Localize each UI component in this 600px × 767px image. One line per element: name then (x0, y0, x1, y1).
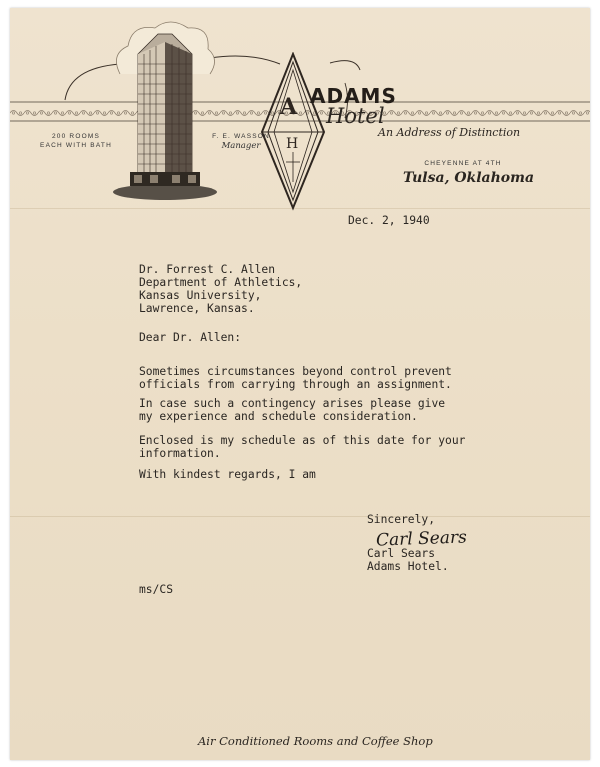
body-line: my experience and schedule consideration. (139, 410, 418, 423)
footer-text: Air Conditioned Rooms and Coffee Shop (198, 734, 433, 748)
body-paragraph (139, 434, 465, 460)
body-line: Sometimes circumstances beyond control prevent (139, 365, 452, 378)
signer-org: Adams Hotel. (367, 560, 449, 573)
body-paragraph (139, 397, 445, 423)
manager-title: Manager (221, 141, 261, 151)
rooms-line-2: EACH WITH BATH (40, 142, 112, 149)
body-line: In case such a contingency arises please give (139, 397, 446, 410)
body-line: Enclosed is my schedule as of this date for your (139, 434, 466, 447)
typist-initials: ms/CS (139, 583, 174, 596)
recipient-address (139, 263, 302, 315)
rooms-info (26, 132, 126, 150)
body-paragraph (139, 365, 452, 391)
monogram-letter-top: A (280, 94, 298, 120)
hotel-building-illustration (110, 14, 220, 204)
body-paragraph (139, 468, 316, 481)
recipient-line: Dr. Forrest C. Allen (139, 263, 276, 276)
signer-block (367, 547, 449, 573)
body-line: officials from carrying through an assignment. (139, 378, 452, 391)
recipient-line: Kansas University, (139, 289, 262, 302)
monogram-letter-bottom: H (286, 136, 299, 152)
hotel-tagline: An Address of Distinction (378, 126, 521, 139)
closing: Sincerely, (367, 513, 436, 526)
manager-name: F. E. WASSON (212, 133, 270, 140)
body-line: information. (139, 447, 221, 460)
signer-name: Carl Sears (367, 547, 436, 560)
salutation: Dear Dr. Allen: (139, 331, 242, 344)
letter-page (10, 8, 590, 760)
recipient-line: Lawrence, Kansas. (139, 302, 255, 315)
recipient-line: Department of Athletics, (139, 276, 303, 289)
handwritten-signature: Carl Sears (375, 527, 468, 551)
body-line: With kindest regards, I am (139, 468, 316, 481)
rooms-line-1: 200 ROOMS (51, 133, 100, 140)
letter-date: Dec. 2, 1940 (348, 214, 430, 227)
hotel-name-bottom: Hotel (326, 104, 385, 128)
manager-info (206, 132, 276, 152)
city-state: Tulsa, Oklahoma (403, 170, 535, 186)
street-address: CHEYENNE AT 4TH (424, 160, 502, 167)
hotel-name-top: ADAMS (310, 84, 397, 108)
